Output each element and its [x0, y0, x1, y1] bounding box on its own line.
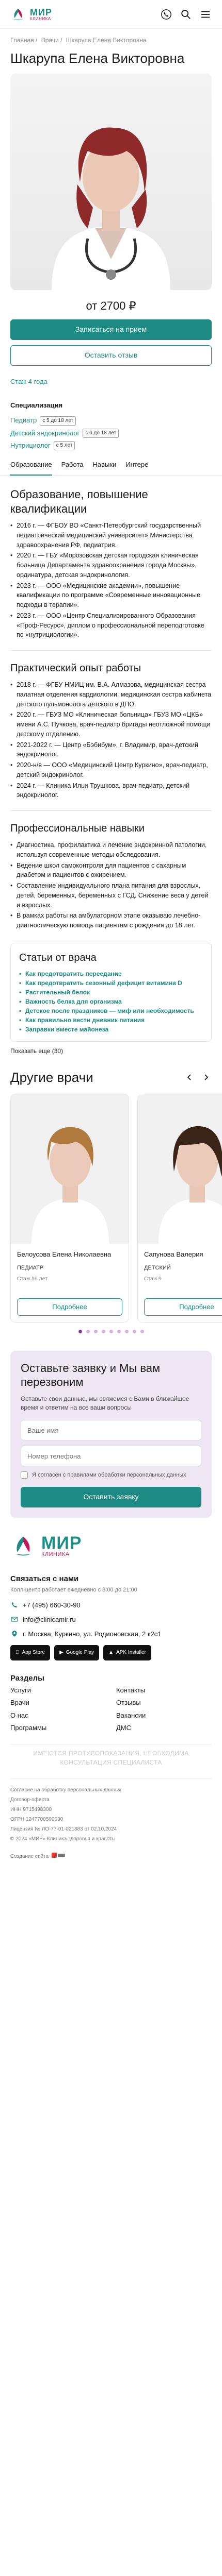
specialization-link[interactable]: Педиатр	[10, 416, 37, 425]
header	[0, 0, 222, 29]
footer-link-about[interactable]: О нас	[10, 1711, 28, 1719]
contacts-heading: Связаться с нами	[10, 1574, 79, 1583]
doctor-card-photo	[138, 1094, 222, 1244]
made-by[interactable]	[10, 1852, 212, 1871]
doctors-carousel[interactable]	[0, 1094, 222, 1323]
carousel-dot[interactable]	[86, 1330, 90, 1333]
article-link[interactable]: • Детское после праздников — миф или необходимость	[19, 1006, 203, 1015]
doctor-card-name: Белоусова Елена Николаевна	[17, 1250, 112, 1259]
carousel-pagination	[0, 1323, 222, 1341]
education-list	[0, 521, 222, 640]
doctor-photo	[10, 74, 212, 290]
footer-logo[interactable]	[10, 1533, 212, 1559]
skills-list	[0, 840, 222, 930]
list-item: • 2023 г. — ООО «Центр Специализированного Образования «Проф-Ресурс», диплом о профессиональной переподготовке по «нутрициологии».	[10, 611, 212, 640]
callback-subtitle: Оставьте свои данные, мы свяжемся с Вами в ближайшее время и ответим на все ваши вопросы	[21, 1395, 189, 1411]
article-link[interactable]: • Важность белка для организма	[19, 997, 203, 1006]
developer-logo-icon	[52, 1852, 65, 1861]
legal-ogrn: ОГРН 1247700590030	[10, 1817, 64, 1823]
breadcrumb	[0, 29, 222, 45]
carousel-dot[interactable]	[94, 1330, 98, 1333]
list-item: • 2023 г. — ООО «Медицинские академии», повышение квалификации по программе «Современные инновационные подходы в терапии».	[10, 581, 212, 610]
specialization-item	[0, 414, 222, 427]
doctor-card-name: Сапунова Валерия	[144, 1250, 203, 1259]
location-pin-icon	[10, 1630, 19, 1638]
footer-phone-row[interactable]	[10, 1601, 212, 1610]
other-doctors-header	[0, 1056, 222, 1094]
footer-nav	[10, 1686, 212, 1733]
menu-icon[interactable]	[199, 8, 212, 21]
doctor-tabs	[0, 452, 222, 476]
article-link[interactable]: • Растительный белок	[19, 988, 203, 997]
tab-education[interactable]: Образование	[10, 460, 52, 476]
article-link[interactable]: • Как предотвратить переедание	[19, 969, 203, 978]
logo-title: МИР	[30, 7, 52, 18]
list-item: • Ведение школ самоконтроля для пациентов с сахарным диабетом и пациентов с ожирением.	[10, 861, 212, 880]
page-title: Шкарупа Елена Викторовна	[10, 50, 185, 66]
google-play-button[interactable]	[54, 1645, 99, 1660]
doctor-card-experience: Стаж 16 лет	[17, 1276, 48, 1282]
footer-address: г. Москва, Куркино, ул. Родионовская, 2 к2с1	[23, 1630, 162, 1638]
doctor-experience: Стаж 4 года	[10, 378, 47, 386]
app-store-badges	[10, 1645, 212, 1660]
article-link[interactable]: • Как правильно вести дневник питания	[19, 1015, 203, 1025]
tab-skills[interactable]: Навыки	[92, 461, 117, 469]
carousel-dot[interactable]	[102, 1330, 105, 1333]
footer-link-doctors[interactable]: Врачи	[10, 1699, 29, 1707]
specialization-item	[0, 439, 222, 452]
made-by-label: Создание сайта	[10, 1853, 49, 1859]
footer-link-reviews[interactable]: Отзывы	[116, 1699, 141, 1707]
sections-heading: Разделы	[10, 1674, 44, 1683]
logo[interactable]	[10, 7, 52, 22]
age-badge: с 5 до 18 лет	[40, 416, 76, 426]
consent-checkbox-row[interactable]	[21, 1471, 201, 1479]
footer-logo-subtitle: КЛИНИКА	[41, 1551, 70, 1558]
article-link[interactable]: • Как предотвратить сезонный дефицит витамина D	[19, 978, 203, 988]
chevron-right-icon[interactable]	[200, 1072, 212, 1083]
specialization-link[interactable]: Детский эндокринолог	[10, 429, 80, 437]
call-center-hours: Колл-центр работает ежедневно с 8:00 до 21:00	[10, 1586, 137, 1593]
doctor-card-experience: Стаж 9	[144, 1276, 162, 1282]
carousel-dot[interactable]	[140, 1330, 144, 1333]
show-more-articles-button[interactable]: Показать еще (30)	[10, 1047, 64, 1055]
specialization-heading: Специализация	[10, 401, 63, 410]
footer-phone: +7 (495) 660-30-90	[23, 1601, 81, 1609]
list-item: • 2018 г. — ФГБУ НМИЦ им. В.А. Алмазова, медицинская сестра палатная отделения кардиологии, медицинская сестра кабинета детского пульмонолога детского в ДПО.	[10, 680, 212, 709]
footer-logo-title: МИР	[41, 1533, 82, 1553]
doctor-card-more-button[interactable]: Подробнее	[17, 1298, 122, 1316]
list-item: • 2020 г. — ГБУ «Морозовская детская городская клиническая больница Департамента здравоохранения города Москвы», ординатура, детская эндокринология.	[10, 551, 212, 580]
phone-icon	[10, 1601, 19, 1609]
mail-icon	[10, 1615, 19, 1623]
name-input[interactable]	[21, 1420, 201, 1440]
work-list	[0, 680, 222, 800]
work-heading: Практический опыт работы	[10, 663, 141, 674]
footer-link-dms[interactable]: ДМС	[116, 1723, 132, 1732]
list-item: • 2021-2022 г. — Центр «Бэбибум», г. Владимир, врач-детский эндокринолог.	[10, 740, 212, 760]
carousel-dot[interactable]	[125, 1330, 129, 1333]
legal-info	[10, 1779, 212, 1852]
apk-installer-button[interactable]	[103, 1645, 151, 1660]
doctor-card-photo	[11, 1094, 129, 1244]
play-icon: ▶	[55, 1650, 60, 1656]
article-link[interactable]: • Заправки вместе майонеза	[19, 1025, 203, 1034]
carousel-dot[interactable]	[109, 1330, 113, 1333]
carousel-dot[interactable]	[78, 1330, 82, 1333]
leave-review-button[interactable]: Оставить отзыв	[10, 345, 212, 366]
articles-heading: Статьи от врача	[19, 952, 97, 963]
phone-input[interactable]	[21, 1446, 201, 1466]
apple-icon	[15, 1649, 20, 1656]
logo-icon	[10, 1533, 36, 1559]
footer-email: info@clinicamir.ru	[23, 1615, 76, 1623]
tab-interests[interactable]: Интере	[125, 461, 149, 469]
doctor-price: от 2700 ₽	[86, 299, 136, 313]
footer-email-row[interactable]	[10, 1615, 212, 1624]
footer-link-vacancies[interactable]: Вакансии	[116, 1711, 146, 1719]
footer-link-programs[interactable]: Программы	[10, 1723, 47, 1732]
doctor-card-specialty: ПЕДИАТР	[17, 1264, 44, 1271]
doctor-card-specialty: ДЕТСКИЙ	[144, 1264, 171, 1271]
list-item: • Составление индивидуального плана питания для взрослых, детей, беременных, беременных с ГСД. Снижение веса у детей и взрослых.	[10, 881, 212, 910]
submit-request-button[interactable]: Оставить заявку	[21, 1487, 201, 1507]
list-item: • Диагностика, профилактика и лечение эндокринной патологии, используя современные методы обследования.	[10, 840, 212, 860]
skills-heading: Профессиональные навыки	[10, 823, 145, 835]
list-item: • 2020-н/в — ООО «Медицинский Центр Куркино», врач-педиатр, детский эндокринолог.	[10, 760, 212, 780]
list-item: • 2020 г. — ГБУЗ МО «Клиническая больница» ГБУЗ МО «ЦКБ» имени А.С. Пучкова, врач-педиатр бригады неотложной помощи детскому отделению.	[10, 710, 212, 739]
footer-address-row	[10, 1630, 212, 1639]
doctor-card[interactable]	[10, 1094, 129, 1323]
android-icon: ▲	[104, 1650, 110, 1656]
articles-box	[10, 943, 212, 1042]
specialization-link[interactable]: Нутрициолог	[10, 441, 51, 449]
google-play-label: Google Play	[62, 1650, 90, 1656]
breadcrumb-separator: /	[36, 37, 38, 44]
apk-installer-label: APK Installer	[112, 1650, 142, 1656]
logo-icon	[10, 7, 26, 22]
search-icon[interactable]	[180, 8, 192, 21]
carousel-dot[interactable]	[133, 1330, 136, 1333]
age-badge: с 5 лет	[54, 441, 75, 450]
doctor-card-more-button[interactable]: Подробнее	[144, 1298, 222, 1316]
legal-inn: ИНН 9715498300	[10, 1807, 52, 1813]
education-heading: Образование, повышение квалификации	[10, 488, 148, 515]
offer-agreement-link[interactable]: Договор-оферта	[10, 1797, 50, 1803]
privacy-policy-link[interactable]: Согласие на обработку персональных данных	[10, 1787, 122, 1793]
consent-label: Я согласен с правилами обработки персональных данных	[32, 1472, 186, 1479]
app-store-label: App Store	[18, 1650, 41, 1656]
doctor-card[interactable]	[137, 1094, 222, 1323]
footer-link-contacts[interactable]: Контакты	[116, 1686, 146, 1694]
list-item: • 2016 г. — ФГБОУ ВО «Санкт-Петербургский государственный педиатрический медицинский университет» Министерства здравоохранения РФ, педиатрия.	[10, 521, 212, 550]
phone-icon[interactable]	[160, 8, 172, 21]
list-item: • В рамках работы на амбулаторном этапе оказываю лечебно-диагностическую помощь пациентам с рождения до 18 лет.	[10, 911, 212, 930]
footer	[0, 1518, 222, 1871]
breadcrumb-current: Шкарупа Елена Викторовна	[66, 37, 147, 44]
legal-license: Лицензия № ЛО-77-01-021883 от 02.10.2024	[10, 1826, 117, 1833]
logo-subtitle: КЛИНИКА	[30, 16, 51, 21]
list-item: • 2024 г. — Клиника Ильи Трушкова, врач-педиатр, детский эндокринолог.	[10, 781, 212, 801]
medical-disclaimer: ИМЕЮТСЯ ПРОТИВОПОКАЗАНИЯ, НЕОБХОДИМА КОНСУЛЬТАЦИЯ СПЕЦИАЛИСТА	[10, 1744, 212, 1779]
footer-link-services[interactable]: Услуги	[10, 1686, 31, 1694]
other-doctors-heading: Другие врачи	[10, 1069, 93, 1085]
carousel-dot[interactable]	[117, 1330, 121, 1333]
breadcrumb-home[interactable]: Главная	[10, 37, 34, 44]
copyright: © 2024 «МИР» Клиника здоровья и красоты	[10, 1836, 116, 1842]
tab-work[interactable]: Работа	[61, 461, 84, 469]
app-store-button[interactable]	[10, 1645, 50, 1660]
callback-form	[10, 1351, 212, 1518]
specialization-item	[0, 427, 222, 439]
book-appointment-button[interactable]: Записаться на прием	[10, 319, 212, 340]
breadcrumb-separator: /	[60, 37, 62, 44]
callback-heading: Оставьте заявку и Мы вам перезвоним	[21, 1361, 161, 1389]
age-badge: с 0 до 18 лет	[83, 429, 119, 438]
breadcrumb-doctors[interactable]: Врачи	[41, 37, 59, 44]
chevron-left-icon[interactable]	[184, 1072, 195, 1083]
consent-checkbox[interactable]	[21, 1471, 28, 1479]
